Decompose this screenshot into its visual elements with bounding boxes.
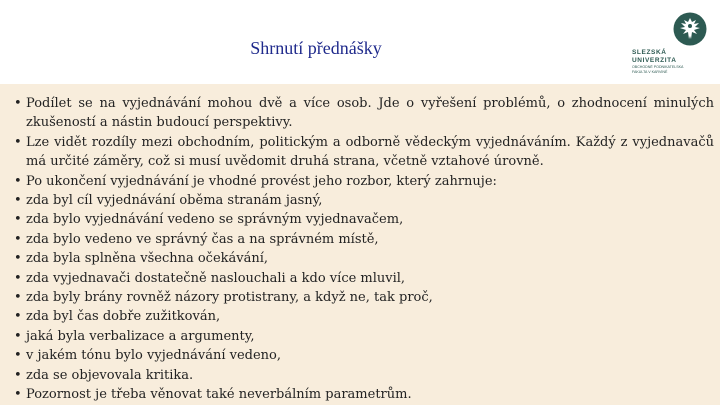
logo-line-1: SLEZSKÁ [632,49,667,56]
list-item-text: Po ukončení vyjednávání je vhodné provést jeho rozbor, který zahrnuje: [26,173,497,189]
slide-title: Shrnutí přednášky [250,38,382,58]
bullet-icon: • [14,367,22,383]
bullet-icon: • [14,251,22,267]
bullet-icon: • [14,309,22,325]
list-item [14,133,714,172]
bullet-icon: • [14,193,22,209]
bullet-icon: • [14,328,22,344]
summary-list [14,94,714,405]
list-item [14,385,714,404]
bullet-icon: • [14,96,22,111]
logo-subtitle-2: FAKULTA V KARVINÉ [632,69,668,74]
bullet-icon: • [14,173,22,189]
list-item-text: zda byl cíl vyjednávání oběma stranám jasný, [26,193,323,209]
list-item [14,210,714,229]
bullet-icon: • [14,212,22,228]
bullet-icon: • [14,387,22,403]
list-item [14,94,714,133]
bullet-icon: • [14,134,22,150]
list-item [14,307,714,326]
list-item [14,346,714,365]
list-item-text: jaká byla verbalizace a argumenty, [26,328,255,344]
list-item-text: zda byla splněna všechna očekávání, [26,251,269,267]
list-item-text: v jakém tónu bylo vyjednávání vedeno, [26,348,281,364]
list-item [14,172,714,191]
list-item [14,191,714,210]
bullet-icon: • [14,231,22,247]
list-item [14,230,714,249]
bullet-icon: • [14,290,22,306]
list-item-text: zda bylo vedeno ve správný čas a na správném místě, [26,231,379,247]
logo-line-2: UNIVERZITA [632,57,677,64]
university-logo [630,12,710,74]
bullet-icon: • [14,348,22,364]
logo-subtitle-1: OBCHODNĚ PODNIKATELSKÁ [632,65,684,69]
list-item [14,249,714,268]
list-item-text: zda se objevovala kritika. [26,367,194,383]
list-item-text: Lze vidět rozdíly mezi obchodním, politickým a odborně vědeckým vyjednáváním. Každý z vyjednavačů má určité záměry, což si musí uvědomit druhá strana, včetně vztahové úrovně. [26,134,714,170]
list-item-text: zda byl čas dobře zužitkován, [26,309,221,325]
list-item-text: zda vyjednavači dostatečně naslouchali a kdo více mluvil, [26,270,406,286]
bullet-icon: • [14,270,22,286]
list-item-text: zda bylo vyjednávání vedeno se správným vyjednavačem, [26,212,404,228]
list-item-text: zda byly brány rovněž názory protistrany, a když ne, tak proč, [26,290,433,306]
list-item [14,366,714,385]
list-item-text: Podílet se na vyjednávání mohou dvě a více osob. Jde o vyřešení problémů, o zhodnocení minulých zkušeností a nástin budoucí perspektivy. [26,96,714,131]
eagle-emblem-icon [672,12,708,46]
list-item-text: Pozornost je třeba věnovat také neverbálním parametrům. [26,387,412,403]
list-item [14,327,714,346]
list-item [14,269,714,288]
list-item [14,288,714,307]
